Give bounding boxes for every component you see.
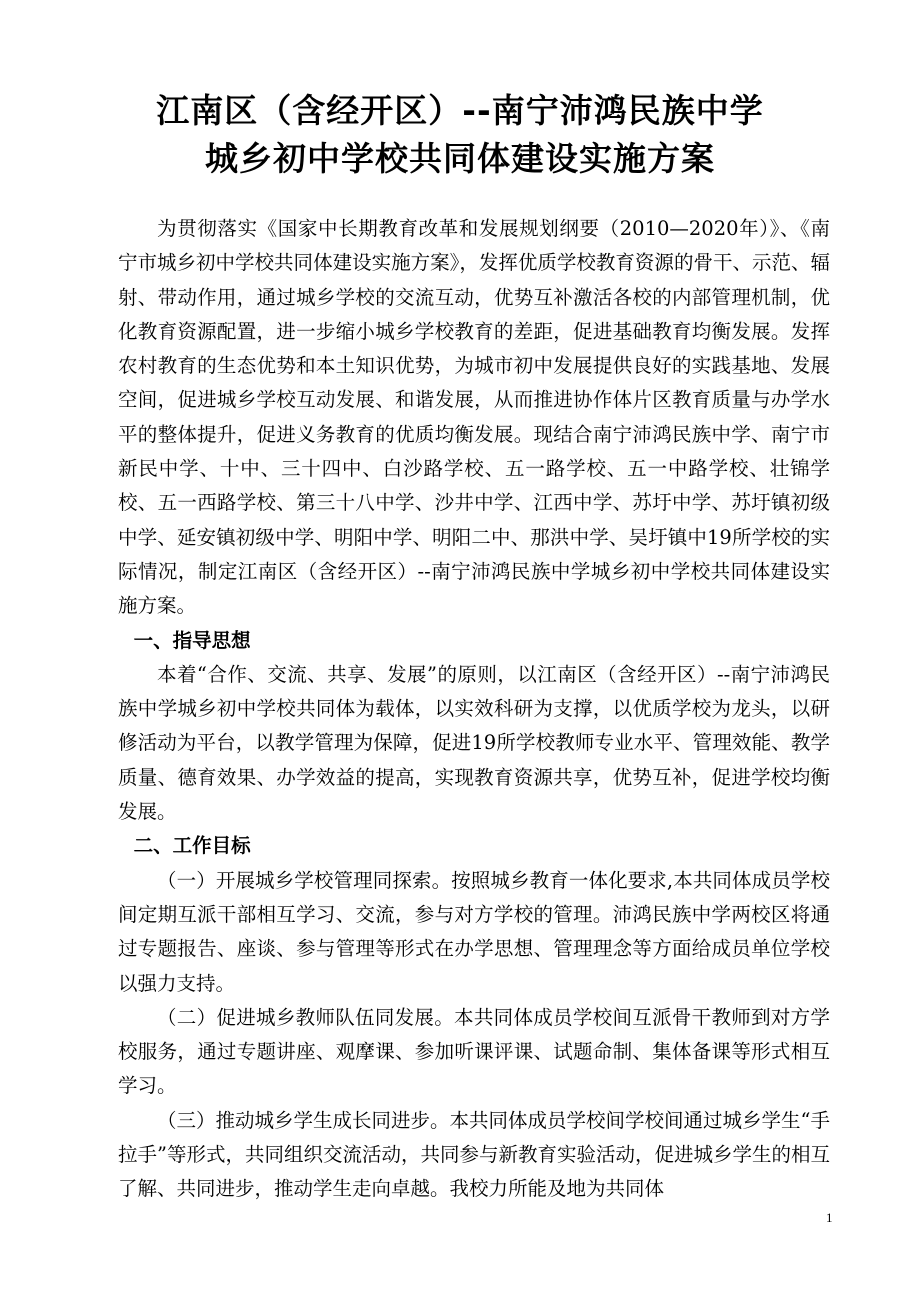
goal-item-1: （一）开展城乡学校管理同探索。按照城乡教育一体化要求,本共同体成员学校间定期互派干部相互学习、交流，参与对方学校的管理。沛鸿民族中学两校区将通过专题报告、座谈、参与管理等形式在办学思想、管理理念等方面给成员单位学校以强力支持。 xyxy=(118,868,830,995)
section-heading-guiding-ideology: 一、指导思想 xyxy=(133,628,251,652)
goal-item-3: （三）推动城乡学生成长同进步。本共同体成员学校间学校间通过城乡学生“手拉手”等形式，共同组织交流活动，共同参与新教育实验活动，促进城乡学生的相互了解、共同进步，推动学生走向卓越。我校力所能及地为共同体 xyxy=(118,1108,830,1201)
guiding-ideology-paragraph: 本着“合作、交流、共享、发展”的原则，以江南区（含经开区）--南宁沛鸿民族中学城乡初中学校共同体为载体，以实效科研为支撑，以优质学校为龙头，以研修活动为平台，以教学管理为保障，促进19所学校教师专业水平、管理效能、教学质量、德育效果、办学效益的提高，实现教育资源共享，优势互补，促进学校均衡发展。 xyxy=(118,662,830,824)
document-title-line2: 城乡初中学校共同体建设实施方案 xyxy=(205,139,715,178)
intro-paragraph: 为贯彻落实《国家中长期教育改革和发展规划纲要（2010—2020年）》、《南宁市城乡初中学校共同体建设实施方案》，发挥优质学校教育资源的骨干、示范、辐射、带动作用，通过城乡学校的交流互动，优势互补激活各校的内部管理机制，优化教育资源配置，进一步缩小城乡学校教育的差距，促进基础教育均衡发展。发挥农村教育的生态优势和本土知识优势，为城市初中发展提供良好的实践基地、发展空间，促进城乡学校互动发展、和谐发展，从而推进协作体片区教育质量与办学水平的整体提升，促进义务教育的优质均衡发展。现结合南宁沛鸿民族中学、南宁市新民中学、十中、三十四中、白沙路学校、五一路学校、五一中路学校、壮锦学校、五一西路学校、第三十八中学、沙井中学、江西中学、苏圩中学、苏圩镇初级中学、延安镇初级中学、明阳中学、明阳二中、那洪中学、吴圩镇中19所学校的实际情况，制定江南区（含经开区）--南宁沛鸿民族中学城乡初中学校共同体建设实施方案。 xyxy=(118,217,830,618)
section-heading-work-goals: 二、工作目标 xyxy=(133,834,251,858)
document-body xyxy=(118,212,830,1207)
document-title-line1: 江南区（含经开区）--南宁沛鸿民族中学 xyxy=(156,91,764,130)
page-number: 1 xyxy=(826,1210,833,1225)
goal-item-2: （二）促进城乡教师队伍同发展。本共同体成员学校间互派骨干教师到对方学校服务，通过专题讲座、观摩课、参加听课评课、试题命制、集体备课等形式相互学习。 xyxy=(118,1005,830,1098)
